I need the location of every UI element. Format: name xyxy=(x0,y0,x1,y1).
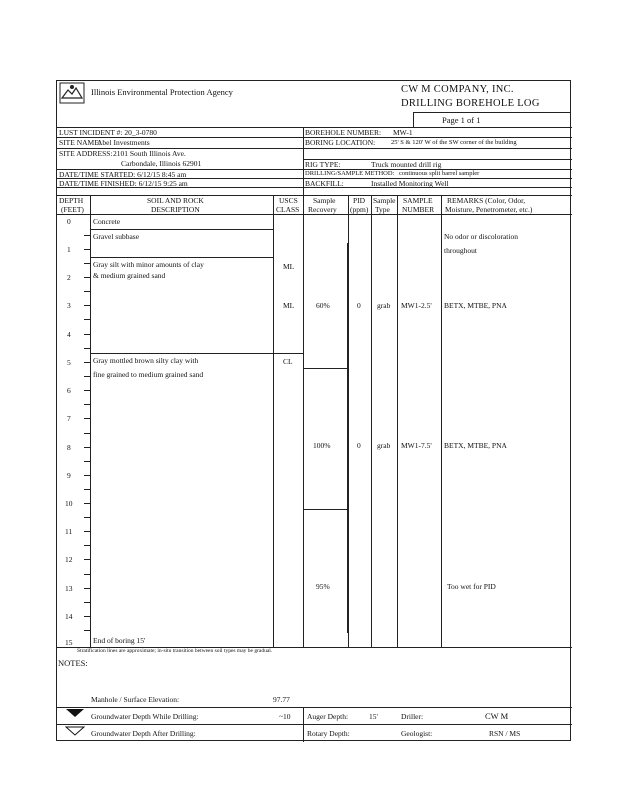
groundwater-while-icon xyxy=(65,708,85,718)
col-depth-1: DEPTH xyxy=(59,196,84,205)
sample-2-pid: 0 xyxy=(357,441,361,450)
site-address-value: 2101 South Illinois Ave. xyxy=(113,149,186,158)
groundwater-after-icon xyxy=(65,726,85,736)
lust-incident: LUST INCIDENT #: 20_3-0780 xyxy=(59,128,157,137)
sample-1-remark: BETX, MTBE, PNA xyxy=(444,301,507,310)
depth-7: 7 xyxy=(67,414,71,423)
col-remarks-2: Moisture, Penetrometer, etc.) xyxy=(445,205,533,214)
col-uscs-2: CLASS xyxy=(276,205,300,214)
sample-2-remark: BETX, MTBE, PNA xyxy=(444,441,507,450)
depth-9: 9 xyxy=(67,471,71,480)
date-started: DATE/TIME STARTED: 6/12/15 8:45 am xyxy=(59,170,187,179)
sample-2-type: grab xyxy=(377,441,391,450)
sample-3-remark: Too wet for PID xyxy=(447,582,496,591)
desc-concrete: Concrete xyxy=(93,217,121,226)
geologist-label: Geologist: xyxy=(401,729,433,738)
depth-11: 11 xyxy=(65,527,73,536)
col-type-1: Sample xyxy=(373,196,396,205)
borehole-log-sheet xyxy=(56,80,571,741)
rig-type-label: RIG TYPE: xyxy=(305,160,341,169)
sample-1-number: MW1-2.5' xyxy=(401,301,432,310)
col-depth-2: (FEET) xyxy=(61,205,84,214)
depth-6: 6 xyxy=(67,386,71,395)
col-uscs-1: USCS xyxy=(279,196,298,205)
uscs-ml-2: ML xyxy=(283,301,295,310)
site-address-city: Carbondale, Illinois 62901 xyxy=(121,159,202,168)
sample-1-type: grab xyxy=(377,301,391,310)
date-finished: DATE/TIME FINISHED: 6/12/15 9:25 am xyxy=(59,179,188,188)
rotary-label: Rotary Depth: xyxy=(307,729,350,738)
manhole-value: 97.77 xyxy=(273,695,290,704)
site-address-label: SITE ADDRESS: xyxy=(59,149,113,158)
site-name-label: SITE NAME: xyxy=(59,138,101,147)
col-sample-1: SAMPLE xyxy=(403,196,433,205)
desc-clay-1: Gray mottled brown silty clay with xyxy=(93,356,199,365)
depth-1: 1 xyxy=(67,245,71,254)
gw-while-label: Groundwater Depth While Drilling: xyxy=(91,712,199,721)
boring-location-value: 25' S & 120' W of the SW corner of the building xyxy=(391,139,517,146)
borehole-value: MW-1 xyxy=(393,128,413,137)
col-recovery-2: Recovery xyxy=(308,205,337,214)
col-pid-2: (ppm) xyxy=(350,205,369,214)
sample-2-number: MW1-7.5' xyxy=(401,441,432,450)
depth-12: 12 xyxy=(65,555,73,564)
stratification-footnote: Stratification lines are approximate; in-situ transition between soil types may be gradual. xyxy=(77,648,273,654)
depth-5: 5 xyxy=(67,358,71,367)
auger-value: 15' xyxy=(369,712,378,721)
sample-3-recovery: 95% xyxy=(316,582,330,591)
sample-1-pid: 0 xyxy=(357,301,361,310)
drilling-method-value: continuous split barrel sampler xyxy=(399,170,480,177)
depth-10: 10 xyxy=(65,499,73,508)
depth-0: 0 xyxy=(67,217,71,226)
borehole-label: BOREHOLE NUMBER: xyxy=(305,128,382,137)
driller-label: Driller: xyxy=(401,712,424,721)
depth-8: 8 xyxy=(67,443,71,452)
driller-value: CW M xyxy=(485,711,509,721)
page-indicator: Page 1 of 1 xyxy=(442,115,481,125)
auger-label: Auger Depth: xyxy=(307,712,349,721)
notes-label: NOTES: xyxy=(58,658,88,668)
desc-silt-2: & medium grained sand xyxy=(93,271,166,280)
drilling-method-label: DRILLING/SAMPLE METHOD: xyxy=(305,170,395,177)
agency-name: Illinois Environmental Protection Agency xyxy=(91,87,233,97)
gw-while-value: ~10 xyxy=(279,712,291,721)
col-pid-1: PID xyxy=(353,196,366,205)
geologist-value: RSN / MS xyxy=(489,729,521,738)
site-name-value: Abel Investments xyxy=(97,138,150,147)
doc-title: DRILLING BOREHOLE LOG xyxy=(401,98,540,109)
uscs-ml-1: ML xyxy=(283,262,295,271)
boring-location-label: BORING LOCATION: xyxy=(305,138,376,147)
depth-15: 15 xyxy=(65,638,73,647)
desc-gravel: Gravel subbase xyxy=(93,232,140,241)
gw-after-label: Groundwater Depth After Drilling: xyxy=(91,729,196,738)
col-remarks-1: REMARKS (Color, Odor, xyxy=(447,196,526,205)
rig-type-value: Truck mounted drill rig xyxy=(371,160,442,169)
illinois-epa-logo-icon xyxy=(59,82,85,104)
desc-silt-1: Gray silt with minor amounts of clay xyxy=(93,260,204,269)
sample-2-recovery: 100% xyxy=(313,441,331,450)
desc-clay-2: fine grained to medium grained sand xyxy=(93,370,204,379)
uscs-cl: CL xyxy=(283,357,293,366)
col-recovery-1: Sample xyxy=(313,196,336,205)
depth-2: 2 xyxy=(67,273,71,282)
desc-end-of-boring: End of boring 15' xyxy=(93,636,146,645)
depth-3: 3 xyxy=(67,301,71,310)
col-type-2: Type xyxy=(375,205,390,214)
backfill-label: BACKFILL: xyxy=(305,179,344,188)
manhole-label: Manhole / Surface Elevation: xyxy=(91,695,180,704)
remarks-top-1: No odor or discoloration xyxy=(444,232,518,241)
depth-13: 13 xyxy=(65,584,73,593)
remarks-top-2: throughout xyxy=(444,246,477,255)
backfill-value: Installed Monitoring Well xyxy=(371,179,449,188)
depth-4: 4 xyxy=(67,330,71,339)
company-name: CW M COMPANY, INC. xyxy=(401,84,514,95)
depth-14: 14 xyxy=(65,612,73,621)
col-soil-2: DESCRIPTION xyxy=(151,205,200,214)
sample-1-recovery: 60% xyxy=(316,301,330,310)
col-soil-1: SOIL AND ROCK xyxy=(147,196,204,205)
col-sample-2: NUMBER xyxy=(402,205,435,214)
